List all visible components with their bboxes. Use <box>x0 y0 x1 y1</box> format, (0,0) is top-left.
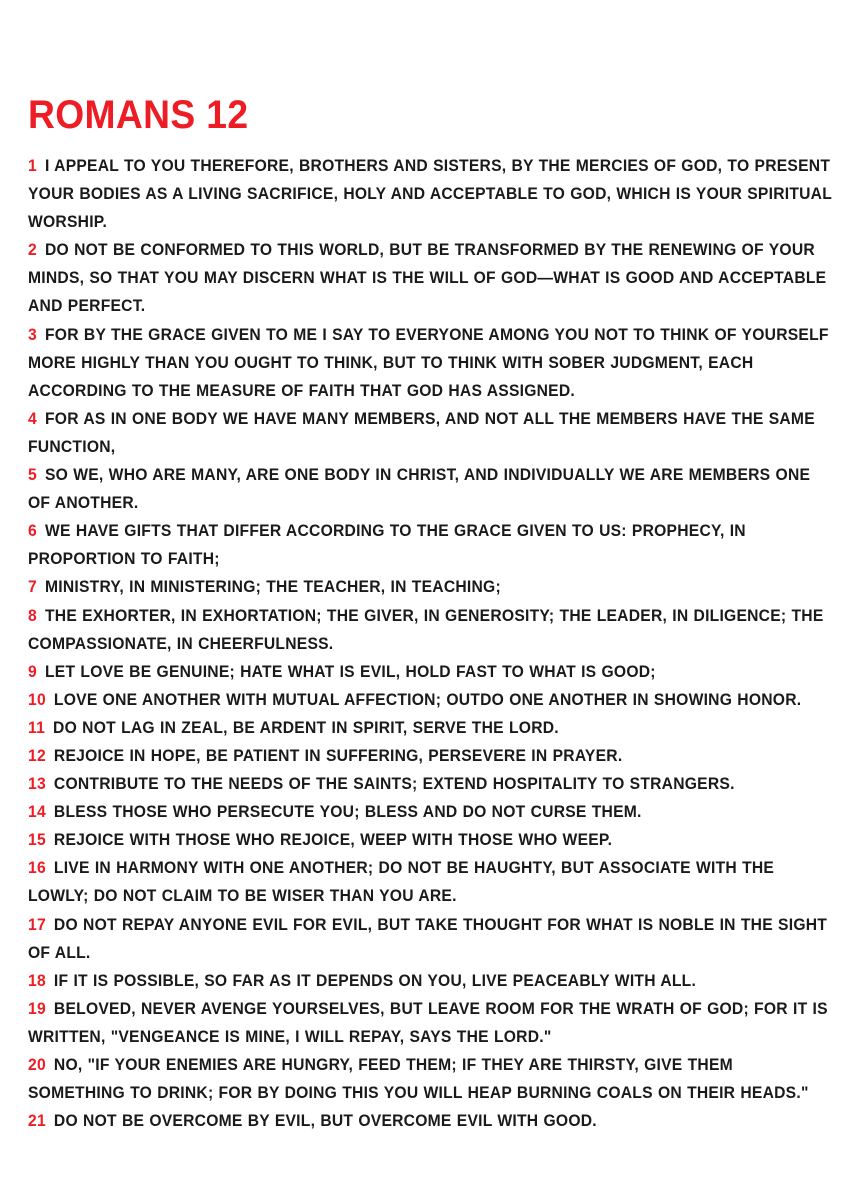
verse-text: WE HAVE GIFTS THAT DIFFER ACCORDING TO THE GRACE GIVEN TO US: PROPHECY, IN PROPORTION TO FAITH; <box>28 522 746 569</box>
verse-number: 18 <box>28 971 46 990</box>
verse-paragraph <box>28 152 834 236</box>
verse-paragraph <box>28 798 834 826</box>
verse-text: I APPEAL TO YOU THEREFORE, BROTHERS AND SISTERS, BY THE MERCIES OF GOD, TO PRESENT YOUR BODIES AS A LIVING SACRIFICE, HOLY AND ACCEPTABLE TO GOD, WHICH IS YOUR SPIRITUAL WORSHIP. <box>28 157 832 232</box>
verse-number: 7 <box>28 578 37 597</box>
verse-number: 12 <box>28 746 46 765</box>
verse-text: BELOVED, NEVER AVENGE YOURSELVES, BUT LEAVE ROOM FOR THE WRATH OF GOD; FOR IT IS WRITTEN, "VENGEANCE IS MINE, I WILL REPAY, SAYS THE LORD." <box>28 999 828 1046</box>
verse-paragraph <box>28 826 834 854</box>
verse-paragraph <box>28 911 834 967</box>
verse-text: SO WE, WHO ARE MANY, ARE ONE BODY IN CHRIST, AND INDIVIDUALLY WE ARE MEMBERS ONE OF ANOTHER. <box>28 466 811 513</box>
verse-number: 14 <box>28 803 46 822</box>
verse-text: THE EXHORTER, IN EXHORTATION; THE GIVER, IN GENEROSITY; THE LEADER, IN DILIGENCE; THE COMPASSIONATE, IN CHEERFULNESS. <box>28 606 824 653</box>
verse-paragraph <box>28 602 834 658</box>
verse-text: LIVE IN HARMONY WITH ONE ANOTHER; DO NOT BE HAUGHTY, BUT ASSOCIATE WITH THE LOWLY; DO NOT CLAIM TO BE WISER THAN YOU ARE. <box>28 859 775 906</box>
verse-text: REJOICE IN HOPE, BE PATIENT IN SUFFERING, PERSEVERE IN PRAYER. <box>53 746 623 765</box>
verse-number: 2 <box>28 241 37 260</box>
verse-number: 10 <box>28 690 46 709</box>
verse-text: FOR BY THE GRACE GIVEN TO ME I SAY TO EVERYONE AMONG YOU NOT TO THINK OF YOURSELF MORE HIGHLY THAN YOU OUGHT TO THINK, BUT TO THINK WITH SOBER JUDGMENT, EACH ACCORDING TO THE MEASURE OF FAITH THAT GOD HAS ASSIGNED. <box>28 325 829 400</box>
verse-number: 4 <box>28 409 37 428</box>
verse-number: 3 <box>28 325 37 344</box>
verse-text: DO NOT BE OVERCOME BY EVIL, BUT OVERCOME EVIL WITH GOOD. <box>53 1112 597 1131</box>
verse-number: 20 <box>28 1056 46 1074</box>
verse-number: 11 <box>28 718 46 737</box>
verse-paragraph <box>28 1051 834 1107</box>
verse-paragraph <box>28 854 834 910</box>
verse-paragraph <box>28 967 834 995</box>
verse-paragraph <box>28 321 834 405</box>
verse-number: 6 <box>28 522 37 541</box>
verse-number: 19 <box>28 999 46 1018</box>
verse-number: 5 <box>28 466 37 485</box>
verse-list <box>28 152 834 1135</box>
verse-text: BLESS THOSE WHO PERSECUTE YOU; BLESS AND DO NOT CURSE THEM. <box>53 803 642 822</box>
page-content <box>28 93 834 1135</box>
verse-paragraph <box>28 236 834 320</box>
verse-text: LET LOVE BE GENUINE; HATE WHAT IS EVIL, HOLD FAST TO WHAT IS GOOD; <box>44 662 656 681</box>
verse-text: LOVE ONE ANOTHER WITH MUTUAL AFFECTION; OUTDO ONE ANOTHER IN SHOWING HONOR. <box>53 690 802 709</box>
verse-number: 1 <box>28 157 37 175</box>
verse-paragraph <box>28 1107 834 1135</box>
verse-text: DO NOT LAG IN ZEAL, BE ARDENT IN SPIRIT, SERVE THE LORD. <box>53 718 559 737</box>
verse-number: 9 <box>28 662 37 681</box>
verse-paragraph <box>28 405 834 461</box>
verse-number: 8 <box>28 606 37 625</box>
verse-paragraph <box>28 658 834 686</box>
verse-text: REJOICE WITH THOSE WHO REJOICE, WEEP WITH THOSE WHO WEEP. <box>53 831 613 850</box>
verse-paragraph <box>28 995 834 1051</box>
verse-number: 16 <box>28 859 46 878</box>
verse-text: DO NOT BE CONFORMED TO THIS WORLD, BUT BE TRANSFORMED BY THE RENEWING OF YOUR MINDS, SO THAT YOU MAY DISCERN WHAT IS THE WILL OF GOD—WHAT IS GOOD AND ACCEPTABLE AND PERFECT. <box>28 241 827 316</box>
verse-paragraph <box>28 714 834 742</box>
verse-paragraph <box>28 770 834 798</box>
verse-number: 13 <box>28 775 46 794</box>
page-title: ROMANS 12 <box>28 93 249 137</box>
verse-text: IF IT IS POSSIBLE, SO FAR AS IT DEPENDS ON YOU, LIVE PEACEABLY WITH ALL. <box>53 971 697 990</box>
verse-paragraph <box>28 517 834 573</box>
verse-text: NO, "IF YOUR ENEMIES ARE HUNGRY, FEED THEM; IF THEY ARE THIRSTY, GIVE THEM SOMETHING TO DRINK; FOR BY DOING THIS YOU WILL HEAP BURNING COALS ON THEIR HEADS." <box>28 1056 809 1103</box>
verse-paragraph <box>28 686 834 714</box>
verse-paragraph <box>28 461 834 517</box>
verse-text: CONTRIBUTE TO THE NEEDS OF THE SAINTS; EXTEND HOSPITALITY TO STRANGERS. <box>53 775 735 794</box>
verse-text: DO NOT REPAY ANYONE EVIL FOR EVIL, BUT TAKE THOUGHT FOR WHAT IS NOBLE IN THE SIGHT OF ALL. <box>28 915 828 962</box>
verse-number: 15 <box>28 831 46 850</box>
verse-text: FOR AS IN ONE BODY WE HAVE MANY MEMBERS, AND NOT ALL THE MEMBERS HAVE THE SAME FUNCTION, <box>28 409 815 456</box>
verse-paragraph <box>28 573 834 601</box>
verse-text: MINISTRY, IN MINISTERING; THE TEACHER, IN TEACHING; <box>44 578 501 597</box>
verse-number: 17 <box>28 915 46 934</box>
verse-number: 21 <box>28 1112 46 1131</box>
verse-paragraph <box>28 742 834 770</box>
